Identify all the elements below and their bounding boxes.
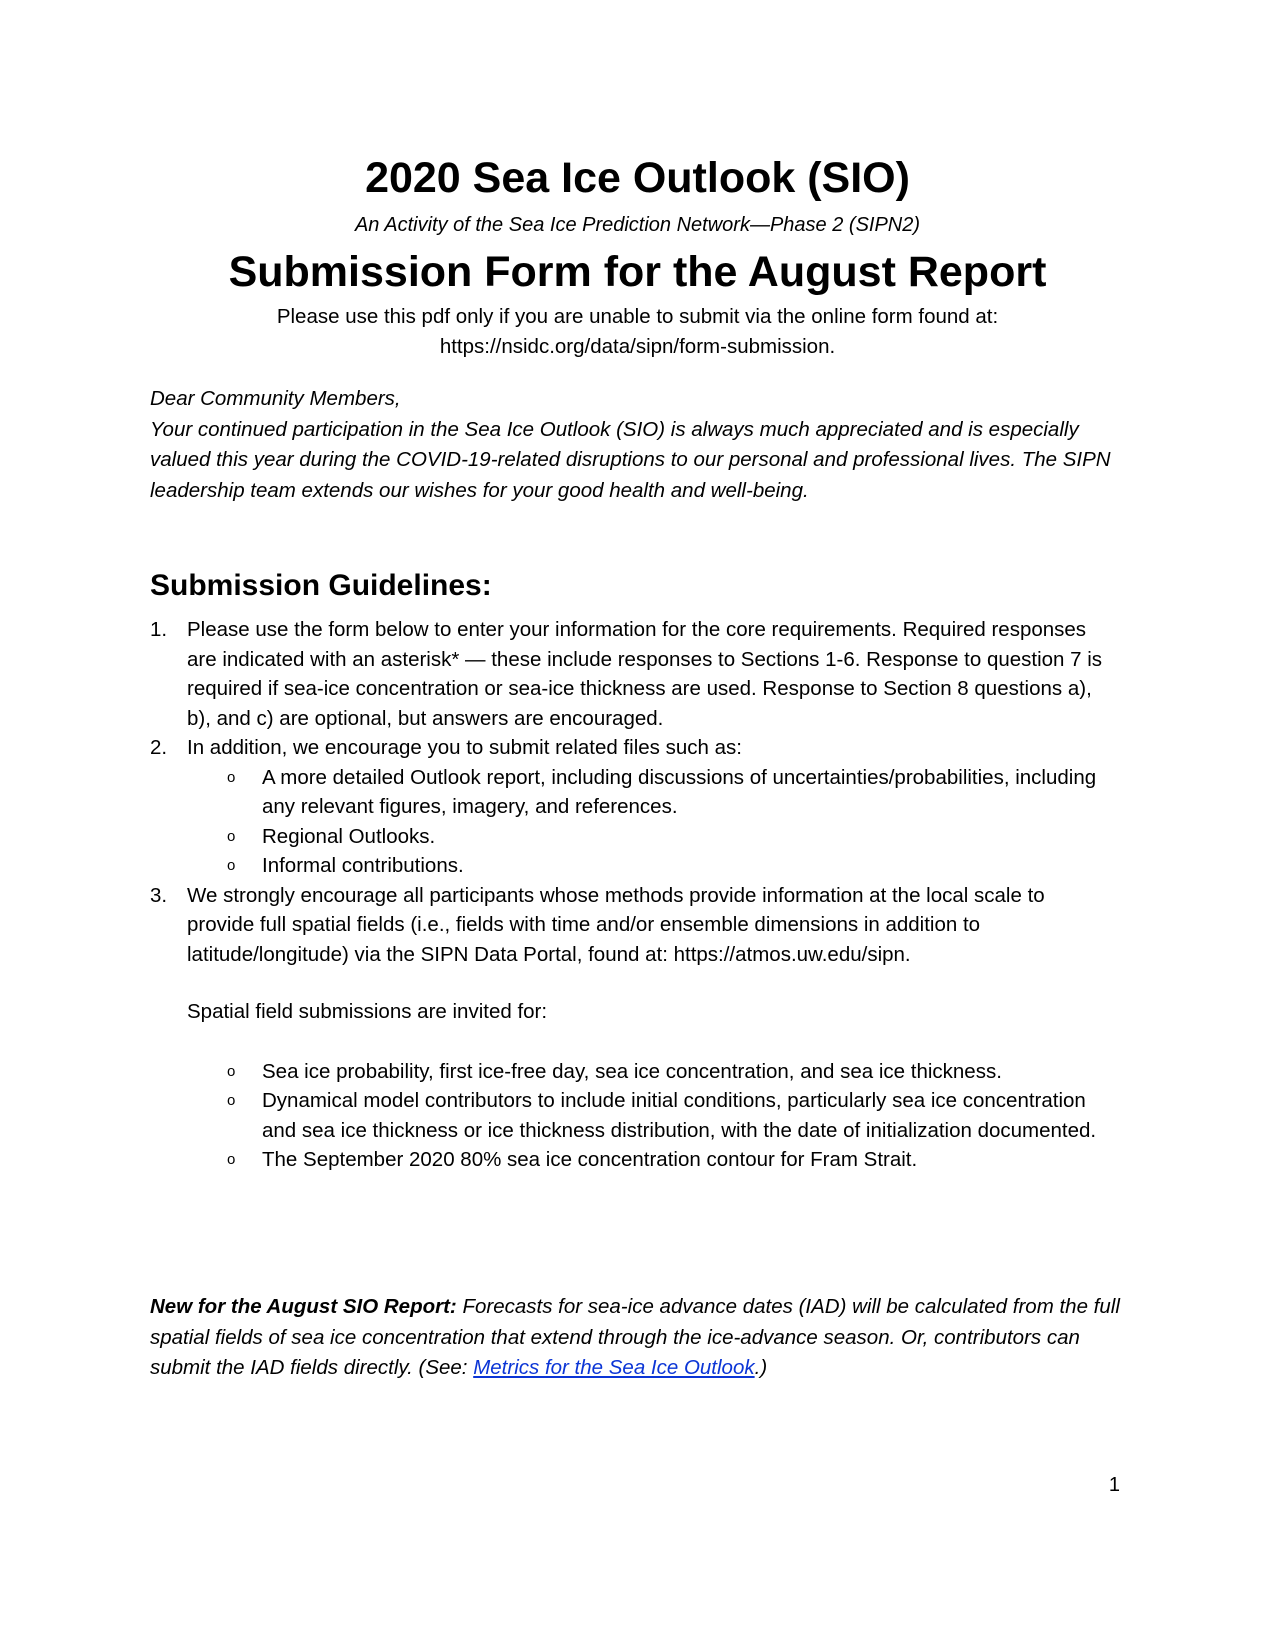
guideline-text: Please use the form below to enter your information for the core requirements. Required responses are indicated with an asterisk* — these include responses to Sections 1-6. Response to question 7 is required if sea-ice concentration or sea-ice thickness are used. Response to Section 8 questions a), b), and c) are optional, but answers are encouraged.	[187, 618, 1103, 730]
guideline-item-3	[150, 881, 1110, 1175]
form-title: Submission Form for the August Report	[228, 248, 1047, 296]
guideline-number: 3.	[150, 883, 168, 907]
guideline-text: In addition, we encourage you to submit related files such as:	[187, 736, 742, 759]
page-number: 1	[1108, 1474, 1120, 1496]
letter-body: Your continued participation in the Sea Ice Outlook (SIO) is always much appreciated and is especially valued this year during the COVID-19-related disruptions to our personal and professional lives. The SIPN leadership team extends our wishes for your good health and well-being.	[150, 417, 1111, 502]
spatial-fields-list	[187, 1057, 1110, 1175]
submission-notice	[200, 302, 1075, 362]
list-item: o Regional Outlooks.	[187, 822, 1110, 852]
letter	[150, 384, 1130, 506]
note-closing: .)	[754, 1356, 768, 1379]
guideline-number: 1.	[150, 618, 168, 641]
guidelines-list	[150, 615, 1110, 1175]
spatial-intro: Spatial field submissions are invited for:	[187, 1000, 548, 1023]
bullet-icon: o	[227, 1062, 236, 1080]
related-files-list	[187, 763, 1110, 881]
bullet-icon: o	[227, 768, 236, 786]
guidelines-heading: Submission Guidelines:	[150, 569, 492, 602]
bullet-icon: o	[227, 827, 236, 845]
guideline-text: We strongly encourage all participants whose methods provide information at the local scale to provide full spatial fields (i.e., fields with time and/or ensemble dimensions in addition to latitude/longitude) via the SIPN Data Portal, found at: https://atmos.uw.edu/sipn.	[187, 883, 1045, 966]
list-item: o Informal contributions.	[187, 851, 1110, 881]
metrics-link[interactable]: Metrics for the Sea Ice Outlook	[473, 1356, 755, 1379]
guideline-item-2	[150, 733, 1110, 881]
document-subtitle: An Activity of the Sea Ice Prediction Network—Phase 2 (SIPN2)	[354, 214, 921, 236]
list-item: o The September 2020 80% sea ice concentration contour for Fram Strait.	[187, 1145, 1110, 1175]
bullet-icon: o	[227, 1092, 236, 1109]
bullet-icon: o	[227, 857, 236, 874]
note-label: New for the August SIO Report:	[150, 1295, 457, 1318]
notice-url: https://nsidc.org/data/sipn/form-submission.	[439, 335, 836, 358]
guideline-number: 2.	[150, 736, 168, 759]
bullet-icon: o	[227, 1151, 236, 1168]
guideline-item-1	[150, 615, 1110, 733]
list-item: o Sea ice probability, first ice-free day, sea ice concentration, and sea ice thickness.	[187, 1057, 1110, 1087]
list-item: o Dynamical model contributors to include initial conditions, particularly sea ice concentration and sea ice thickness or ice thickness distribution, with the date of initialization documented.	[187, 1086, 1110, 1145]
notice-line-1: Please use this pdf only if you are unable to submit via the online form found at:	[276, 305, 999, 328]
list-item: o A more detailed Outlook report, including discussions of uncertainties/probabilities, including any relevant figures, imagery, and references.	[187, 763, 1110, 822]
note-text: Forecasts for sea-ice advance dates (IAD) will be calculated from the full spatial fields of sea ice concentration that extend through the ice-advance season. Or, contributors can submit the IAD fields directly. (See:	[150, 1295, 1120, 1379]
document-title: 2020 Sea Ice Outlook (SIO)	[365, 154, 910, 202]
letter-salutation: Dear Community Members,	[150, 387, 401, 410]
august-report-note	[150, 1292, 1130, 1384]
